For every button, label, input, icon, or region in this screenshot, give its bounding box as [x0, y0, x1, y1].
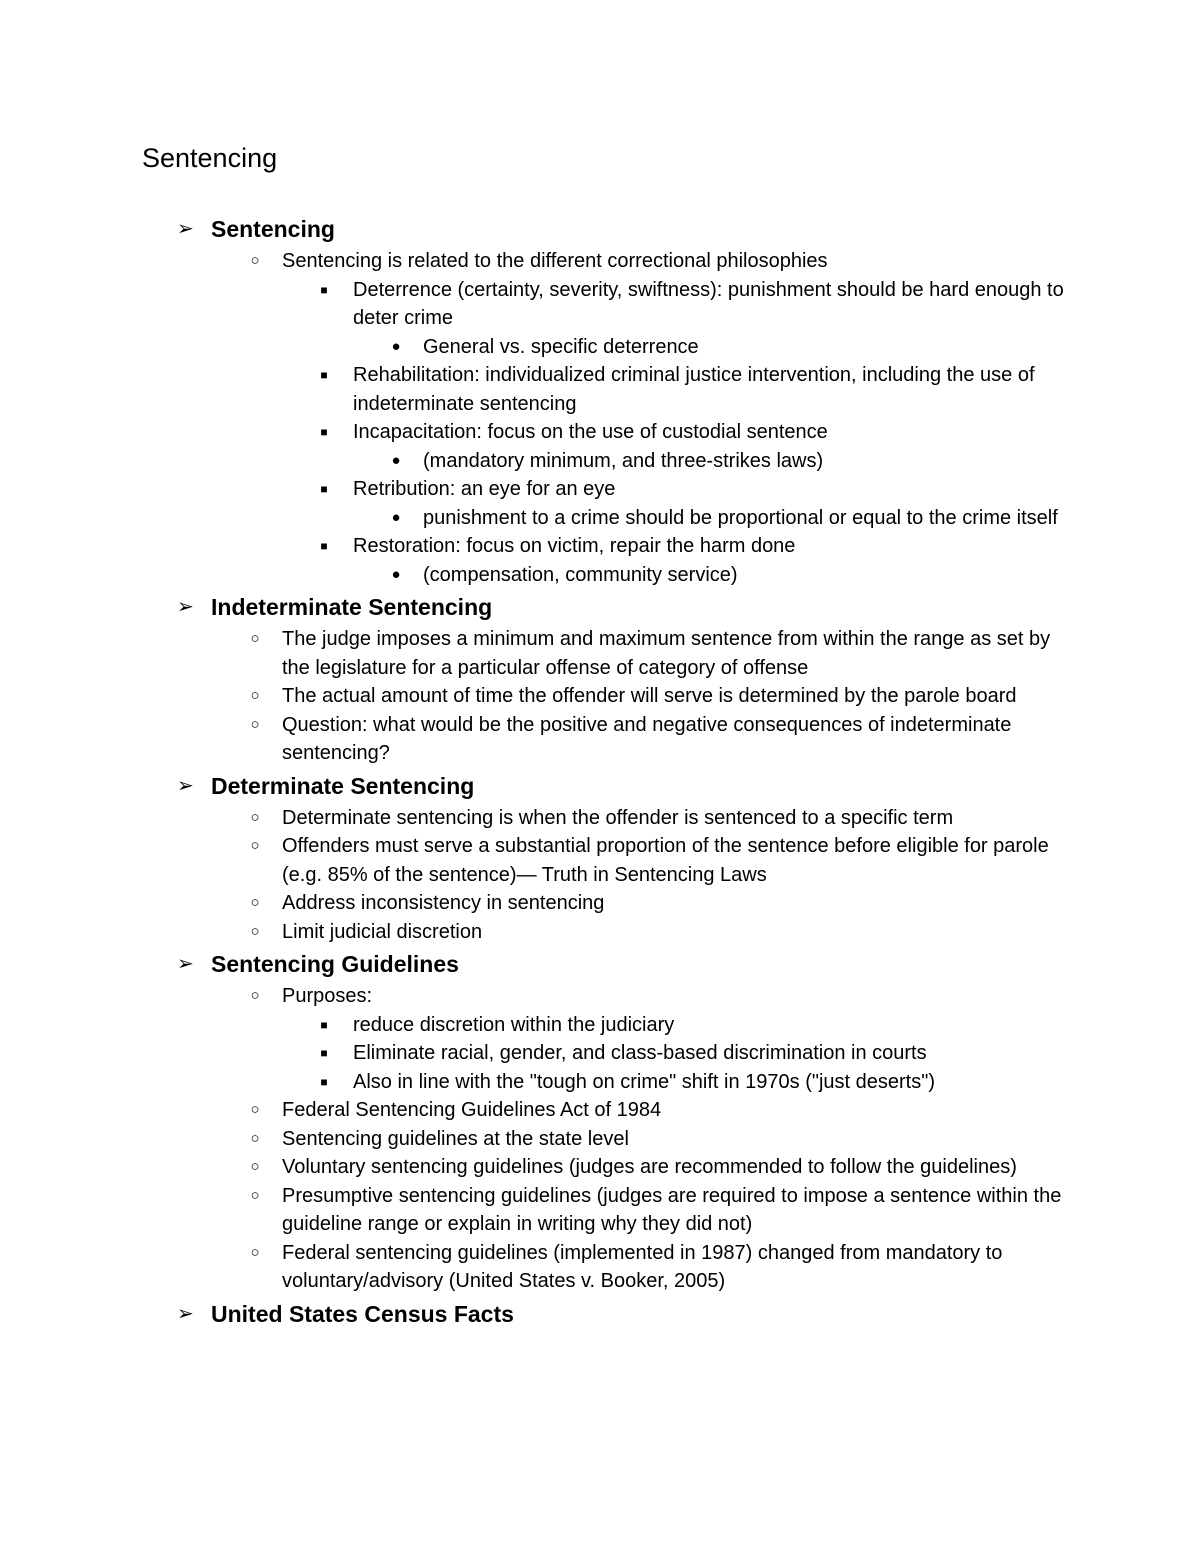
square-bullet-icon: ■ — [320, 1046, 328, 1060]
document-title: Sentencing — [142, 143, 278, 173]
list-item-text: Address inconsistency in sentencing — [282, 892, 605, 914]
arrow-bullet-icon: ➢ — [177, 1302, 194, 1325]
list-item — [0, 711, 1072, 768]
list-item — [0, 504, 1073, 533]
section-heading-text: Determinate Sentencing — [211, 772, 475, 799]
list-item — [0, 1039, 1073, 1068]
list-item-text: (compensation, community service) — [423, 563, 738, 586]
list-item-text: Question: what would be the positive and negative consequences of indeterminate sentencing? — [282, 713, 1012, 764]
filled-circle-bullet-icon: ● — [391, 508, 401, 526]
section-heading — [0, 946, 1200, 982]
list-item — [0, 418, 1073, 447]
list-item — [0, 1125, 1072, 1154]
hollow-circle-bullet-icon: ○ — [250, 252, 260, 269]
section-heading — [0, 768, 1200, 804]
list-item-text: Incapacitation: focus on the use of custodial sentence — [353, 421, 828, 443]
list-item-text: Offenders must serve a substantial proportion of the sentence before eligible for parole (e.g. 85% of the sentence)— Truth in Sentencing Laws — [282, 835, 1049, 886]
hollow-circle-bullet-icon: ○ — [250, 1243, 260, 1261]
square-bullet-icon: ■ — [320, 425, 328, 439]
arrow-bullet-icon: ➢ — [177, 774, 194, 797]
list-item-text: (mandatory minimum, and three-strikes laws) — [423, 449, 824, 472]
list-item — [0, 1182, 1072, 1239]
list-item-text: Also in line with the "tough on crime" shift in 1970s ("just deserts") — [353, 1070, 936, 1093]
square-bullet-icon: ■ — [320, 1074, 328, 1089]
list-item — [0, 532, 1073, 561]
list-item-text: Voluntary sentencing guidelines (judges are recommended to follow the guidelines) — [282, 1156, 1017, 1178]
section-heading-text: United States Census Facts — [211, 1300, 514, 1327]
arrow-bullet-icon: ➢ — [177, 953, 194, 975]
arrow-bullet-icon: ➢ — [177, 218, 194, 240]
section-heading-text: Indeterminate Sentencing — [211, 594, 493, 620]
section-heading-text: Sentencing Guidelines — [211, 951, 459, 977]
list-item — [0, 982, 1072, 1011]
square-bullet-icon: ■ — [320, 368, 328, 382]
hollow-circle-bullet-icon: ○ — [250, 687, 260, 704]
list-item-text: Federal sentencing guidelines (implemented in 1987) changed from mandatory to voluntary/advisory (United States v. Booker, 2005) — [282, 1241, 1003, 1292]
list-item-text: Restoration: focus on victim, repair the harm done — [353, 535, 796, 557]
list-item — [0, 1239, 1072, 1296]
list-item-text: Presumptive sentencing guidelines (judges are required to impose a sentence within the guideline range or explain in writing why they did not) — [282, 1184, 1062, 1235]
list-item-text: Federal Sentencing Guidelines Act of 1984 — [282, 1099, 662, 1121]
list-item-text: The actual amount of time the offender will serve is determined by the parole board — [282, 685, 1017, 707]
list-item-text: Deterrence (certainty, severity, swiftness): punishment should be hard enough to deter crime — [353, 278, 1064, 329]
section-heading — [0, 589, 1200, 625]
list-item — [0, 475, 1073, 504]
list-item — [0, 276, 1073, 333]
hollow-circle-bullet-icon: ○ — [250, 837, 260, 854]
hollow-circle-bullet-icon: ○ — [250, 1129, 260, 1147]
filled-circle-bullet-icon: ● — [391, 337, 401, 355]
square-bullet-icon: ■ — [320, 282, 328, 297]
square-bullet-icon: ■ — [320, 482, 328, 496]
hollow-circle-bullet-icon: ○ — [250, 630, 260, 647]
list-item — [0, 625, 1072, 682]
list-item — [0, 832, 1072, 889]
list-item-text: Eliminate racial, gender, and class-based discrimination in courts — [353, 1042, 927, 1064]
filled-circle-bullet-icon: ● — [391, 565, 401, 583]
list-item — [0, 682, 1072, 711]
list-item — [0, 918, 1072, 947]
list-item-text: General vs. specific deterrence — [423, 335, 699, 358]
arrow-bullet-icon: ➢ — [177, 596, 194, 618]
list-item — [0, 361, 1073, 418]
list-item-text: punishment to a crime should be proportional or equal to the crime itself — [423, 506, 1058, 529]
outline-list — [0, 211, 1200, 1332]
filled-circle-bullet-icon: ● — [391, 451, 401, 469]
list-item-text: Retribution: an eye for an eye — [353, 478, 616, 500]
list-item — [0, 1068, 1073, 1097]
section-heading — [0, 1296, 1200, 1332]
list-item-text: Purposes: — [282, 985, 373, 1007]
square-bullet-icon: ■ — [320, 1017, 328, 1032]
list-item — [0, 561, 1073, 590]
list-item-text: Limit judicial discretion — [282, 920, 483, 943]
section-heading — [0, 211, 1200, 247]
list-item-text: Determinate sentencing is when the offender is sentenced to a specific term — [282, 806, 954, 829]
list-item — [0, 1096, 1072, 1125]
list-item — [0, 447, 1073, 476]
hollow-circle-bullet-icon: ○ — [250, 1101, 260, 1118]
hollow-circle-bullet-icon: ○ — [250, 808, 260, 826]
list-item-text: Rehabilitation: individualized criminal justice intervention, including the use of indeterminate sentencing — [353, 364, 1035, 415]
list-item-text: reduce discretion within the judiciary — [353, 1013, 675, 1036]
hollow-circle-bullet-icon: ○ — [250, 987, 260, 1004]
square-bullet-icon: ■ — [320, 539, 328, 553]
hollow-circle-bullet-icon: ○ — [250, 922, 260, 940]
list-item — [0, 1011, 1073, 1040]
list-item-text: The judge imposes a minimum and maximum sentence from within the range as set by the legislature for a particular offense of category of offense — [282, 628, 1051, 679]
list-item — [0, 333, 1073, 362]
list-item — [0, 804, 1072, 833]
list-item — [0, 1153, 1072, 1182]
hollow-circle-bullet-icon: ○ — [250, 715, 260, 733]
list-item-text: Sentencing guidelines at the state level — [282, 1127, 629, 1150]
hollow-circle-bullet-icon: ○ — [250, 894, 260, 911]
list-item — [0, 889, 1072, 918]
list-item-text: Sentencing is related to the different correctional philosophies — [282, 250, 828, 272]
hollow-circle-bullet-icon: ○ — [250, 1186, 260, 1204]
hollow-circle-bullet-icon: ○ — [250, 1158, 260, 1175]
section-heading-text: Sentencing — [211, 216, 335, 242]
list-item — [0, 247, 1072, 276]
